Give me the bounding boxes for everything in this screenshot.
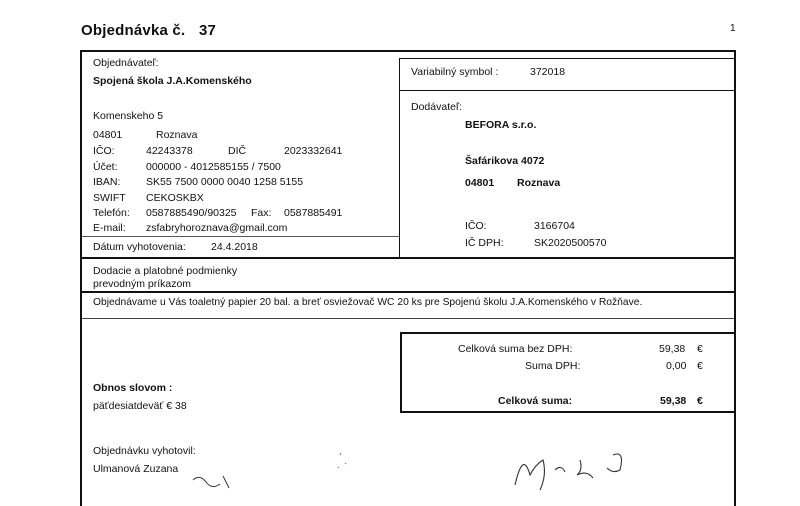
orderer-email: zsfabryhoroznava@gmail.com bbox=[146, 222, 288, 234]
total-label: Celková suma: bbox=[498, 395, 573, 407]
supplier-name: BEFORA s.r.o. bbox=[465, 119, 537, 131]
orderer-dic: 2023332641 bbox=[284, 145, 343, 157]
supplier-zip: 04801 bbox=[465, 177, 495, 189]
totals-box-left bbox=[400, 332, 402, 412]
orderer-street: Komenskeho 5 bbox=[93, 110, 164, 122]
order-text-bottom-line bbox=[80, 318, 735, 319]
orderer-label: Objednávateľ: bbox=[93, 57, 159, 69]
orderer-fax-label: Fax: bbox=[251, 207, 272, 219]
stamp-mark-icon bbox=[330, 445, 360, 475]
order-number: 37 bbox=[199, 22, 217, 39]
vat-value: 0,00 bbox=[666, 360, 687, 372]
order-text: Objednávame u Vás toaletný papier 20 bal. a breť osviežovač WC 20 ks pre Spojenú školu J.A.Komenského v Rožňave. bbox=[93, 297, 643, 308]
orderer-account-label: Účet: bbox=[93, 161, 118, 173]
supplier-box-bottom bbox=[399, 257, 735, 259]
supplier-label: Dodávateľ: bbox=[411, 101, 462, 113]
orderer-iban-label: IBAN: bbox=[93, 176, 121, 188]
orderer-dic-label: DIČ bbox=[228, 145, 247, 157]
amount-words-value: päťdesiatdeväť € 38 bbox=[93, 400, 187, 412]
variable-symbol-label: Variabilný symbol : bbox=[411, 66, 499, 78]
supplier-ico-label: IČO: bbox=[465, 220, 487, 232]
totals-box-bottom bbox=[400, 411, 735, 413]
orderer-ico: 42243378 bbox=[146, 145, 193, 157]
amount-words-label: Obnos slovom : bbox=[93, 382, 173, 394]
document-title: Objednávka č. bbox=[81, 22, 186, 39]
date-value: 24.4.2018 bbox=[211, 241, 258, 253]
currency-1: € bbox=[697, 343, 703, 355]
terms-bottom-line bbox=[80, 291, 735, 293]
orderer-city: Roznava bbox=[156, 129, 198, 141]
variable-symbol-value: 372018 bbox=[530, 66, 566, 78]
total-value: 59,38 bbox=[660, 395, 687, 407]
orderer-swift-label: SWIFT bbox=[93, 192, 126, 204]
date-separator bbox=[80, 236, 400, 237]
orderer-phone: 0587885490/90325 bbox=[146, 207, 237, 219]
date-label: Dátum vyhotovenia: bbox=[93, 241, 186, 253]
orderer-swift: CEKOSKBX bbox=[146, 192, 204, 204]
vs-box-left bbox=[399, 58, 400, 258]
orderer-zip: 04801 bbox=[93, 129, 123, 141]
currency-3: € bbox=[697, 395, 703, 407]
orderer-ico-label: IČO: bbox=[93, 145, 115, 157]
supplier-icdph-label: IČ DPH: bbox=[465, 237, 504, 249]
orderer-email-label: E-mail: bbox=[93, 222, 126, 234]
terms-value: prevodným príkazom bbox=[93, 278, 192, 290]
frame-right-line bbox=[734, 50, 736, 506]
page-number: 1 bbox=[730, 23, 736, 34]
supplier-ico: 3166704 bbox=[534, 220, 575, 232]
frame-top-line bbox=[80, 50, 735, 52]
currency-2: € bbox=[697, 360, 703, 372]
orderer-iban: SK55 7500 0000 0040 1258 5155 bbox=[146, 176, 304, 188]
totals-box-top bbox=[400, 332, 735, 334]
supplier-icdph: SK2020500570 bbox=[534, 237, 607, 249]
orderer-fax: 0587885491 bbox=[284, 207, 343, 219]
orderer-account: 000000 - 4012585155 / 7500 bbox=[146, 161, 281, 173]
frame-left-line bbox=[80, 50, 82, 506]
vat-label: Suma DPH: bbox=[525, 360, 581, 372]
terms-label: Dodacie a platobné podmienky bbox=[93, 265, 238, 277]
issuer-label: Objednávku vyhotovil: bbox=[93, 445, 196, 457]
total-without-vat-label: Celková suma bez DPH: bbox=[458, 343, 573, 355]
issuer-name: Ulmanová Zuzana bbox=[93, 463, 179, 475]
terms-top-line bbox=[80, 257, 400, 259]
supplier-street: Šafárikova 4072 bbox=[465, 155, 545, 167]
supplier-city: Roznava bbox=[517, 177, 561, 189]
orderer-name: Spojená škola J.A.Komenského bbox=[93, 75, 252, 87]
signature-icon bbox=[495, 440, 645, 495]
total-without-vat-value: 59,38 bbox=[659, 343, 686, 355]
small-signature-icon bbox=[190, 466, 240, 496]
orderer-phone-label: Telefón: bbox=[93, 207, 130, 219]
vs-box-top bbox=[399, 58, 735, 59]
vs-box-bottom bbox=[399, 90, 735, 91]
